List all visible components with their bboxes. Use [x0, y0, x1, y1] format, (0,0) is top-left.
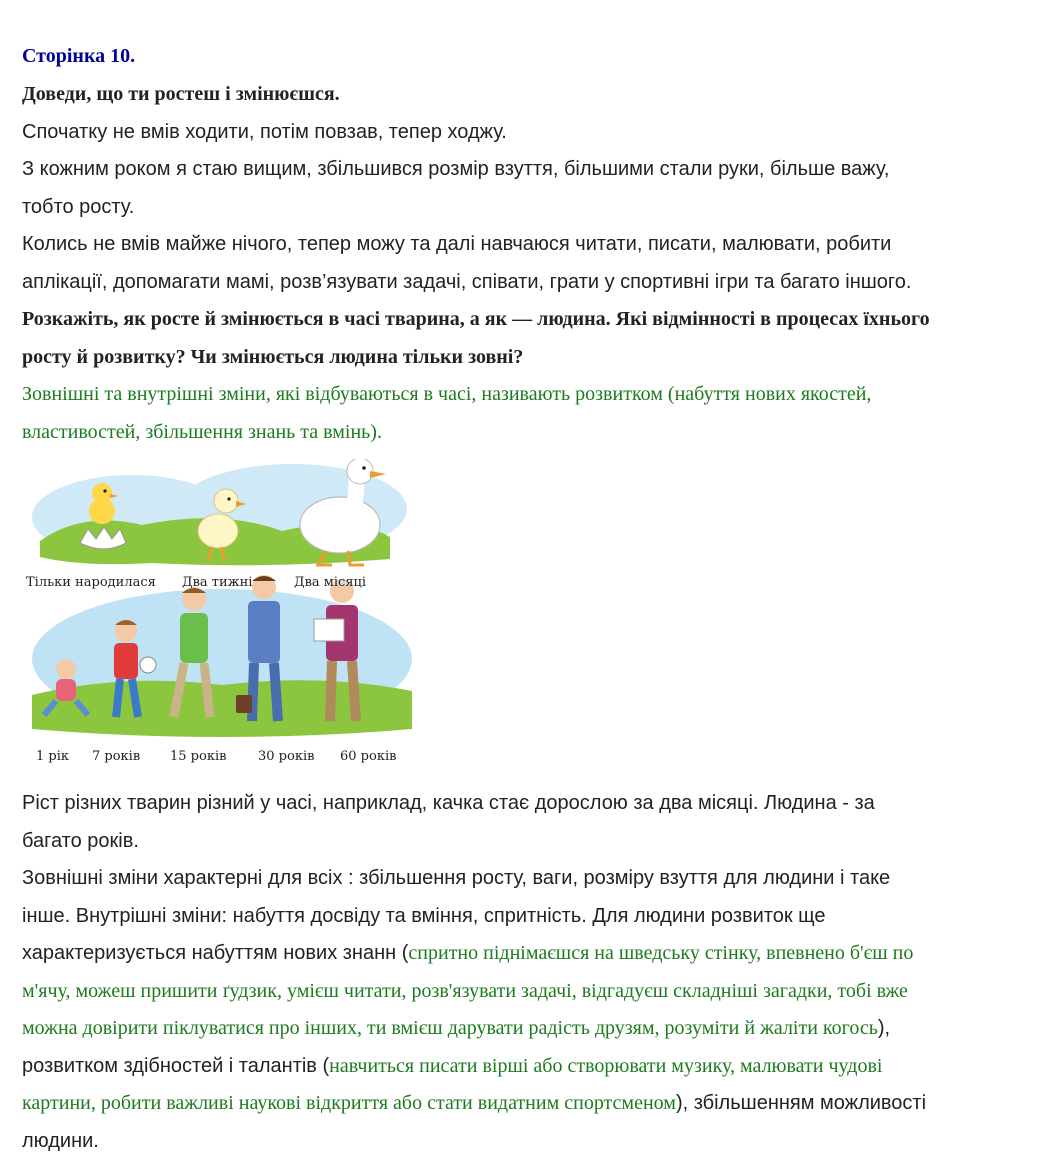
answer-text: характеризується набуттям нових знанн (: [22, 942, 408, 964]
definition-line: Зовнішні та внутрішні зміни, які відбуваються в часі, називають розвитком (набуття нових якостей,: [22, 376, 1022, 414]
humans-scene: [32, 575, 412, 737]
example-line: м'ячу, можеш пришити ґудзик, умієш читати, розв'язувати задачі, відгадуєш складніші загадки, тобі вже: [22, 973, 1022, 1011]
caption-age-60: 60 років: [340, 749, 396, 764]
example-text: спритно піднімаєшся на шведську стінку, впевнено б'єш по: [408, 942, 913, 964]
growth-illustration: [22, 459, 412, 779]
caption-age-30: 30 років: [258, 749, 314, 764]
answer-line: багато років.: [22, 823, 1022, 861]
task1-answer-line: Колись не вмів майже нічого, тепер можу та далі навчаюся читати, писати, малювати, робити: [22, 226, 1022, 264]
task1-answer-line: тобто росту.: [22, 189, 1022, 227]
growth-illustration-drawing: [22, 459, 412, 779]
caption-duck-two-months: Два місяці: [294, 575, 366, 590]
answer-text: розвитком здібностей і талантів (: [22, 1055, 329, 1077]
example-text: можна довірити піклуватися про інших, ти вмієш дарувати радість друзям, розуміти й жаліти когось: [22, 1017, 878, 1039]
answer-line: [22, 935, 1022, 973]
answer-line: людини.: [22, 1123, 1022, 1160]
page-title: Сторінка 10.: [22, 40, 1022, 72]
task1-answer-line: З кожним роком я стаю вищим, збільшився розмір взуття, більшими стали руки, більше важу,: [22, 151, 1022, 189]
caption-age-7: 7 років: [92, 749, 140, 764]
task2-question-line: Розкажіть, як росте й змінюється в часі тварина, а як — людина. Які відмінності в процесах їхнього: [22, 301, 1022, 339]
caption-age-1: 1 рік: [36, 749, 69, 764]
example-text: картини, робити важливі наукові відкриття або стати видатним спортсменом: [22, 1092, 676, 1114]
answer-line: інше. Внутрішні зміни: набуття досвіду та вміння, спритність. Для людини розвиток ще: [22, 898, 1022, 936]
task1-answer-line: аплікації, допомагати мамі, розв’язувати задачі, співати, грати у спортивні ігри та багато іншого.: [22, 264, 1022, 302]
task1-answer-line: Спочатку не вмів ходити, потім повзав, тепер ходжу.: [22, 114, 1022, 152]
ducks-scene: [32, 459, 407, 565]
task2-question-line: росту й розвитку? Чи змінюється людина тільки зовні?: [22, 339, 1022, 377]
answer-text: ), збільшенням можливості: [676, 1092, 926, 1114]
definition-line: властивостей, збільшення знань та вмінь).: [22, 414, 1022, 452]
answer-line: [22, 1048, 1022, 1086]
caption-duck-two-weeks: Два тижні: [182, 575, 252, 590]
caption-age-15: 15 років: [170, 749, 226, 764]
answer-line: [22, 1010, 1022, 1048]
answer-line: [22, 1085, 1022, 1123]
page-content: [22, 40, 1022, 1160]
answer-line: Зовнішні зміни характерні для всіх : збільшення росту, ваги, розміру взуття для людини і таке: [22, 860, 1022, 898]
task1-question: Доведи, що ти ростеш і змінюєшся.: [22, 76, 1022, 114]
caption-duck-newborn: Тільки народилася: [26, 575, 156, 590]
answer-text: ),: [878, 1017, 890, 1039]
answer-line: Ріст різних тварин різний у часі, наприклад, качка стає дорослою за два місяці. Людина - за: [22, 785, 1022, 823]
example-text: навчиться писати вірші або створювати музику, малювати чудові: [329, 1055, 882, 1077]
